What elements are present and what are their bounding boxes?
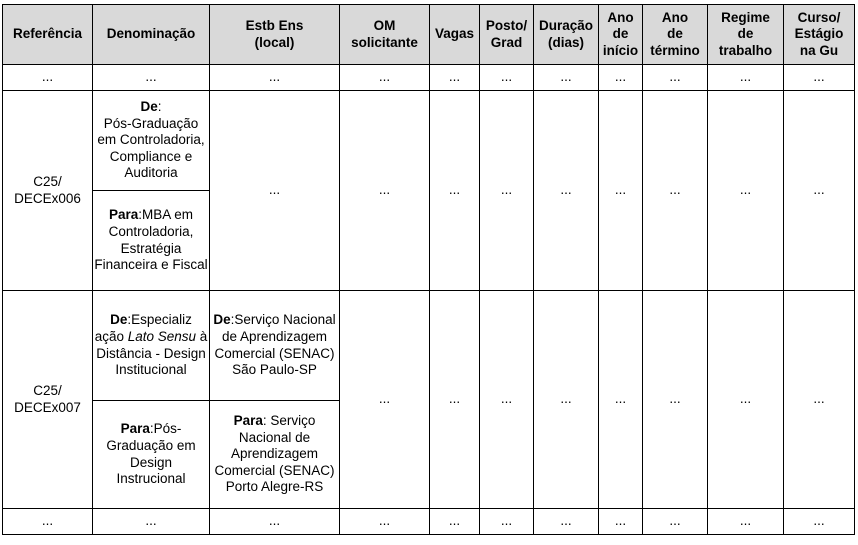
ellipsis-cell: ... bbox=[708, 291, 784, 509]
referencia-cell: C25/ DECEx007 bbox=[3, 291, 93, 509]
ellipsis-cell: ... bbox=[643, 65, 708, 91]
ellipsis-cell: ... bbox=[93, 65, 210, 91]
ellipsis-cell: ... bbox=[643, 291, 708, 509]
ellipsis-cell: ... bbox=[534, 91, 599, 291]
header-estb-ens: Estb Ens (local) bbox=[210, 5, 340, 65]
header-duracao: Duração (dias) bbox=[534, 5, 599, 65]
header-vagas: Vagas bbox=[430, 5, 480, 65]
ellipsis-cell: ... bbox=[599, 65, 643, 91]
ellipsis-cell: ... bbox=[93, 509, 210, 535]
table-row bbox=[3, 291, 855, 401]
denominacao-de-cell: De: Pós-Graduação em Controladoria, Compliance e Auditoria bbox=[93, 91, 210, 191]
header-om-solicitante: OM solicitante bbox=[340, 5, 430, 65]
ellipsis-cell: ... bbox=[340, 291, 430, 509]
ellipsis-cell: ... bbox=[534, 291, 599, 509]
header-ano-inicio: Ano de início bbox=[599, 5, 643, 65]
ellipsis-cell: ... bbox=[784, 509, 855, 535]
ellipsis-cell: ... bbox=[210, 509, 340, 535]
table-row bbox=[3, 91, 855, 191]
ellipsis-cell: ... bbox=[430, 509, 480, 535]
ellipsis-cell: ... bbox=[430, 291, 480, 509]
header-referencia: Referência bbox=[3, 5, 93, 65]
header-posto-grad: Posto/ Grad bbox=[480, 5, 534, 65]
ellipsis-cell: ... bbox=[534, 65, 599, 91]
ellipsis-cell: ... bbox=[599, 91, 643, 291]
ellipsis-cell: ... bbox=[430, 91, 480, 291]
ellipsis-cell: ... bbox=[643, 91, 708, 291]
referencia-cell: C25/ DECEx006 bbox=[3, 91, 93, 291]
ellipsis-cell: ... bbox=[3, 65, 93, 91]
ellipsis-cell: ... bbox=[430, 65, 480, 91]
ellipsis-cell: ... bbox=[340, 91, 430, 291]
denominacao-de-cell: De:Especializ ação Lato Sensu à Distância - Design Institucional bbox=[93, 291, 210, 401]
ellipsis-cell: ... bbox=[210, 65, 340, 91]
estb-ens-para-cell: Para: Serviço Nacional de Aprendizagem Comercial (SENAC) Porto Alegre-RS bbox=[210, 401, 340, 509]
table-row bbox=[3, 509, 855, 535]
ellipsis-cell: ... bbox=[534, 509, 599, 535]
ellipsis-cell: ... bbox=[708, 509, 784, 535]
denominacao-para-cell: Para:MBA em Controladoria, Estratégia Financeira e Fiscal bbox=[93, 191, 210, 291]
header-ano-termino: Ano de término bbox=[643, 5, 708, 65]
ellipsis-cell: ... bbox=[480, 65, 534, 91]
ellipsis-cell: ... bbox=[784, 65, 855, 91]
ellipsis-cell: ... bbox=[708, 91, 784, 291]
ellipsis-cell: ... bbox=[210, 91, 340, 291]
ellipsis-cell: ... bbox=[708, 65, 784, 91]
ellipsis-cell: ... bbox=[643, 509, 708, 535]
ellipsis-cell: ... bbox=[340, 65, 430, 91]
ellipsis-cell: ... bbox=[480, 291, 534, 509]
ellipsis-cell: ... bbox=[480, 509, 534, 535]
ellipsis-cell: ... bbox=[784, 291, 855, 509]
header-curso-estagio: Curso/ Estágio na Gu bbox=[784, 5, 855, 65]
estb-ens-de-cell: De:Serviço Nacional de Aprendizagem Comercial (SENAC) São Paulo-SP bbox=[210, 291, 340, 401]
ellipsis-cell: ... bbox=[599, 509, 643, 535]
header-regime-trabalho: Regime de trabalho bbox=[708, 5, 784, 65]
ellipsis-cell: ... bbox=[784, 91, 855, 291]
header-denominacao: Denominação bbox=[93, 5, 210, 65]
table-row bbox=[3, 65, 855, 91]
ellipsis-cell: ... bbox=[480, 91, 534, 291]
ellipsis-cell: ... bbox=[599, 291, 643, 509]
courses-table bbox=[2, 4, 855, 535]
denominacao-para-cell: Para:Pós-Graduação em Design Instrucional bbox=[93, 401, 210, 509]
header-row bbox=[3, 5, 855, 65]
ellipsis-cell: ... bbox=[340, 509, 430, 535]
ellipsis-cell: ... bbox=[3, 509, 93, 535]
